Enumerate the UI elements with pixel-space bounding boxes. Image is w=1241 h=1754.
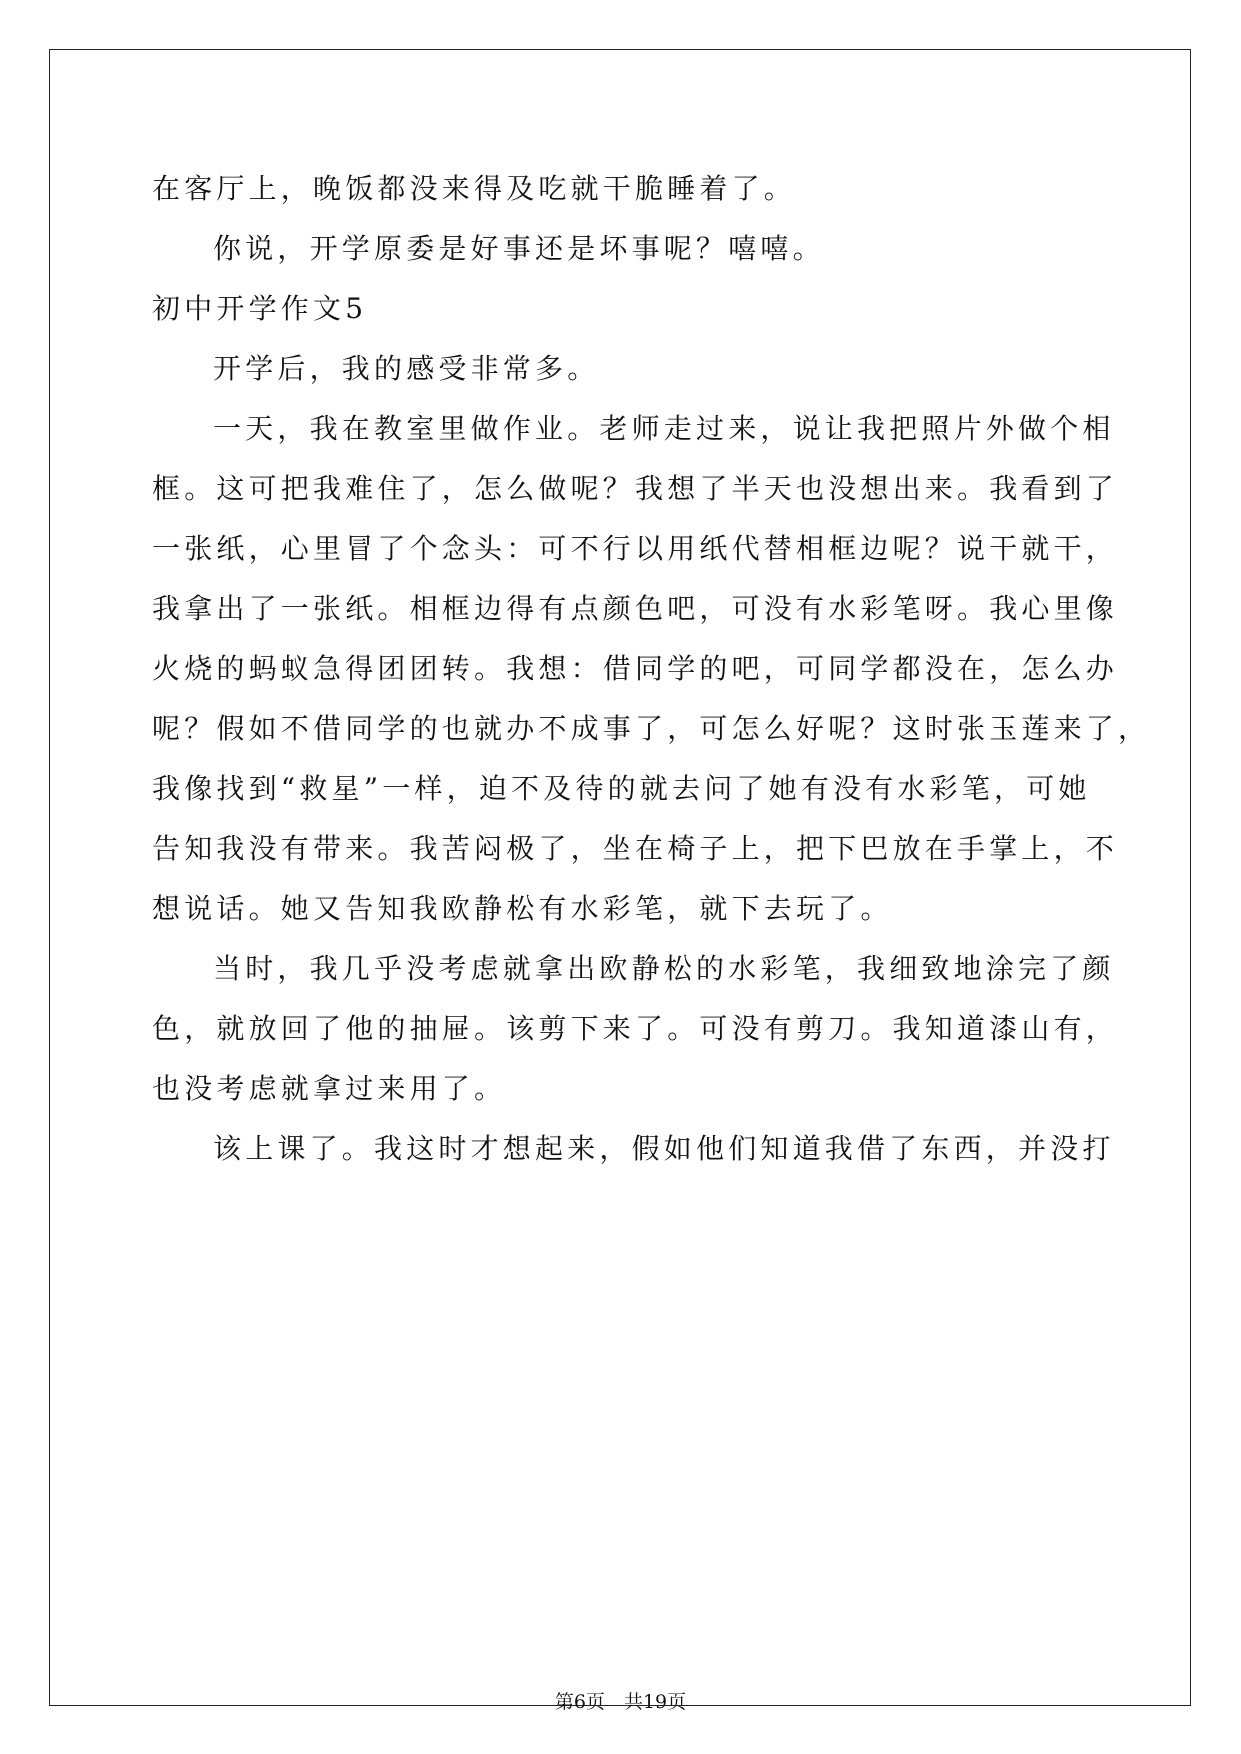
text-line: 告知我没有带来。我苦闷极了，坐在椅子上，把下巴放在手掌上，不	[152, 832, 1119, 865]
text-line: 开学后，我的感受非常多。	[213, 352, 600, 385]
text-line: 色，就放回了他的抽屉。该剪下来了。可没有剪刀。我知道漆山有，	[152, 1012, 1119, 1045]
text-line: 呢？假如不借同学的也就办不成事了，可怎么好呢？这时张玉莲来了，	[152, 712, 1151, 745]
text-line: 你说，开学原委是好事还是坏事呢？嘻嘻。	[213, 232, 825, 265]
text-line: 也没考虑就拿过来用了。	[152, 1072, 507, 1105]
text-line: 框。这可把我难住了，怎么做呢？我想了半天也没想出来。我看到了	[152, 472, 1119, 505]
section-heading: 初中开学作文5	[152, 292, 368, 325]
text-line: 一张纸，心里冒了个念头：可不行以用纸代替相框边呢？说干就干，	[152, 532, 1119, 565]
text-line: 想说话。她又告知我欧静松有水彩笔，就下去玩了。	[152, 892, 893, 925]
text-line: 在客厅上，晚饭都没来得及吃就干脆睡着了。	[152, 172, 797, 205]
text-line: 我像找到“救星”一样，迫不及待的就去问了她有没有水彩笔，可她	[152, 772, 1091, 805]
text-line: 火烧的蚂蚁急得团团转。我想：借同学的吧，可同学都没在，怎么办	[152, 652, 1119, 685]
text-line: 我拿出了一张纸。相框边得有点颜色吧，可没有水彩笔呀。我心里像	[152, 592, 1119, 625]
text-line: 一天，我在教室里做作业。老师走过来，说让我把照片外做个相	[213, 412, 1115, 445]
text-line: 该上课了。我这时才想起来，假如他们知道我借了东西，并没打	[213, 1132, 1115, 1165]
text-line: 当时，我几乎没考虑就拿出欧静松的水彩笔，我细致地涂完了颜	[213, 952, 1115, 985]
page-number: 第6页 共19页	[554, 1691, 687, 1713]
